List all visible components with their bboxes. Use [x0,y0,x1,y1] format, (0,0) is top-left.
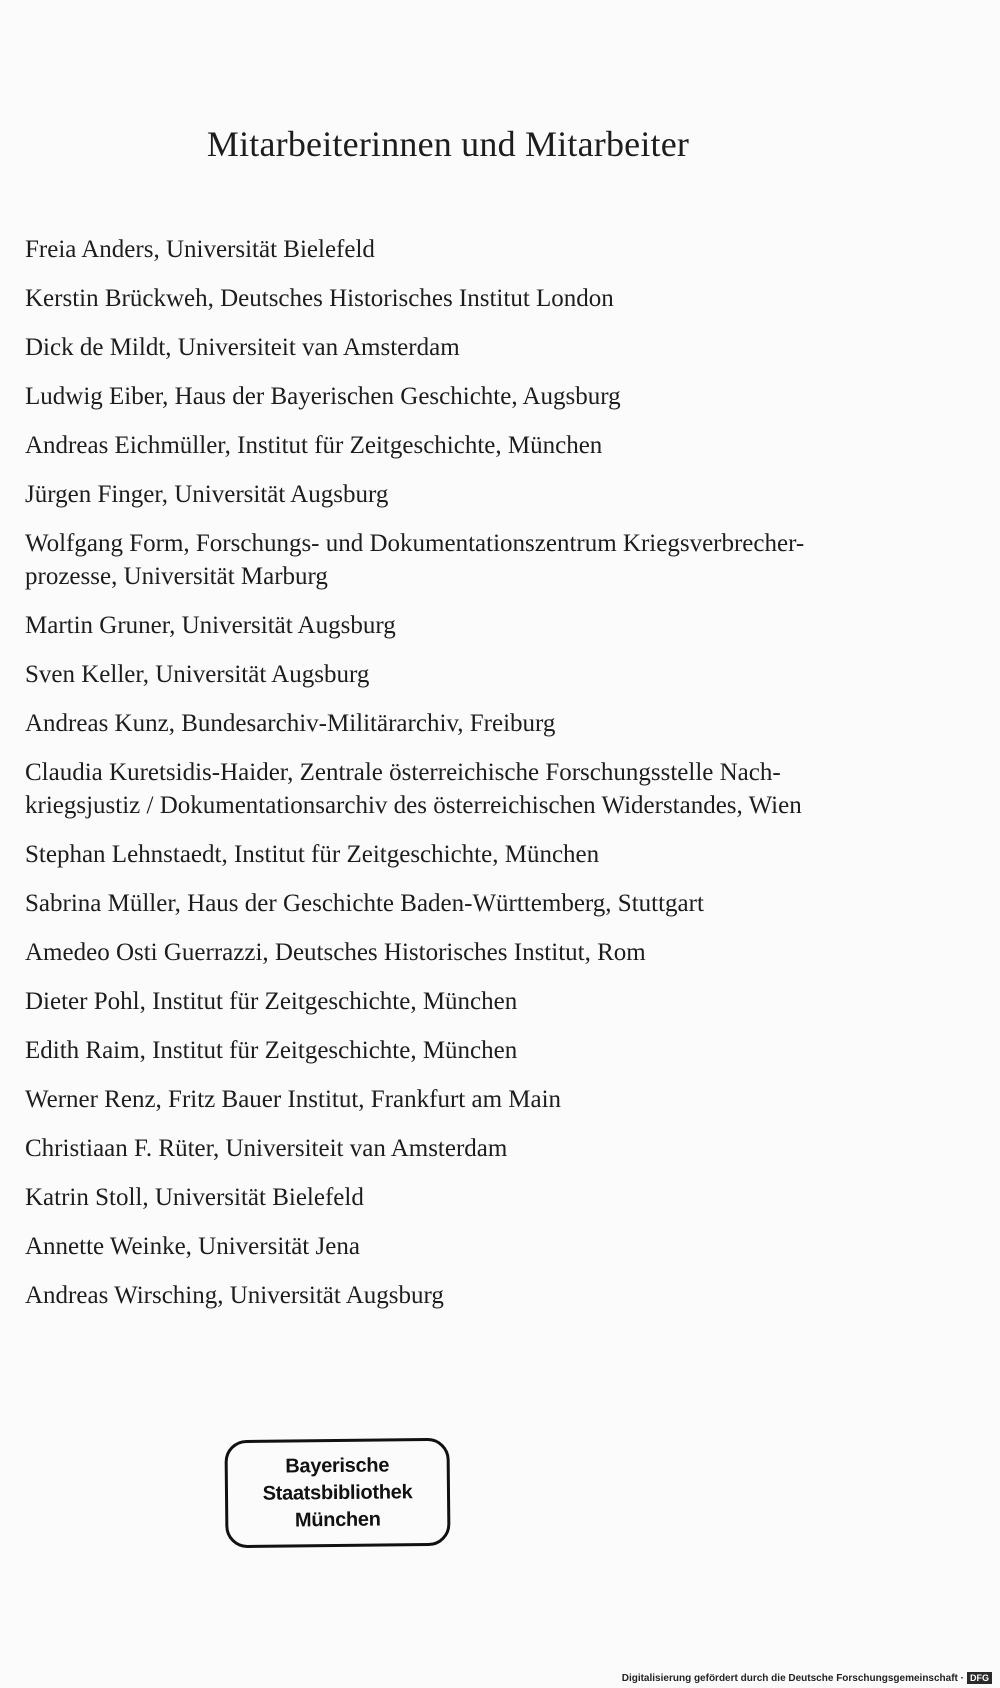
contributor-line: Werner Renz, Fritz Bauer Institut, Frankfurt am Main [25,1086,562,1113]
contributor-line: Stephan Lehnstaedt, Institut für Zeitgeschichte, München [25,841,600,868]
contributor-entry [25,233,885,266]
contributor-line: Andreas Eichmüller, Institut für Zeitgeschichte, München [25,432,603,459]
contributor-line: Edith Raim, Institut für Zeitgeschichte, München [25,1037,518,1064]
dfg-logo-icon: DFG [967,1672,992,1684]
contributor-line: Dick de Mildt, Universiteit van Amsterdam [25,334,460,361]
contributor-entry [25,1034,885,1067]
contributor-entry [25,609,885,642]
contributor-line: Christiaan F. Rüter, Universiteit van Amsterdam [25,1135,508,1162]
contributor-entry [25,380,885,413]
stamp-line: München [294,1508,381,1531]
contributor-line: kriegsjustiz / Dokumentationsarchiv des österreichischen Widerstandes, Wien [25,792,802,819]
contributor-line: Andreas Kunz, Bundesarchiv-Militärarchiv, Freiburg [25,710,556,737]
contributor-entry [25,658,885,691]
contributor-line: Sabrina Müller, Haus der Geschichte Baden-Württemberg, Stuttgart [25,890,704,917]
contributor-entry [25,282,885,315]
footer-text: Digitalisierung gefördert durch die Deutsche Forschungsgemeinschaft · [621,1672,964,1684]
contributor-entry [25,838,885,871]
contributor-line: Wolfgang Form, Forschungs- und Dokumentationszentrum Kriegsverbrecher- [25,530,805,557]
contributor-line: Andreas Wirsching, Universität Augsburg [25,1282,444,1309]
contributor-line: Ludwig Eiber, Haus der Bayerischen Geschichte, Augsburg [25,383,621,410]
stamp-line: Bayerische [285,1453,390,1478]
contributor-entry [25,1230,885,1263]
digitization-footer [622,1672,992,1684]
contributor-line: Dieter Pohl, Institut für Zeitgeschichte, München [25,988,518,1015]
contributor-entry [25,1132,885,1165]
contributor-entry [25,756,885,822]
contributor-entry [25,887,885,920]
contributor-line: Sven Keller, Universität Augsburg [25,661,370,688]
library-stamp [224,1438,450,1548]
contributor-entry [25,429,885,462]
contributor-line: prozesse, Universität Marburg [25,563,328,590]
contributor-entry [25,1083,885,1116]
page-title: Mitarbeiterinnen und Mitarbeiter [206,124,690,164]
contributor-entry [25,936,885,969]
contributor-line: Kerstin Brückweh, Deutsches Historisches Institut London [25,285,614,312]
contributor-line: Annette Weinke, Universität Jena [25,1233,360,1260]
contributor-line: Martin Gruner, Universität Augsburg [25,612,396,639]
contributor-entry [25,331,885,364]
contributor-entry [25,478,885,511]
contributor-entry [25,1279,885,1312]
contributor-list [25,233,885,1328]
contributor-entry [25,707,885,740]
contributor-entry [25,527,885,593]
contributor-line: Amedeo Osti Guerrazzi, Deutsches Historisches Institut, Rom [25,939,646,966]
stamp-line: Staatsbibliothek [262,1480,413,1505]
contributor-line: Katrin Stoll, Universität Bielefeld [25,1184,364,1211]
contributor-entry [25,985,885,1018]
contributor-entry [25,1181,885,1214]
contributor-line: Freia Anders, Universität Bielefeld [25,236,375,263]
contributor-line: Claudia Kuretsidis-Haider, Zentrale österreichische Forschungsstelle Nach- [25,759,781,786]
contributor-line: Jürgen Finger, Universität Augsburg [25,481,389,508]
